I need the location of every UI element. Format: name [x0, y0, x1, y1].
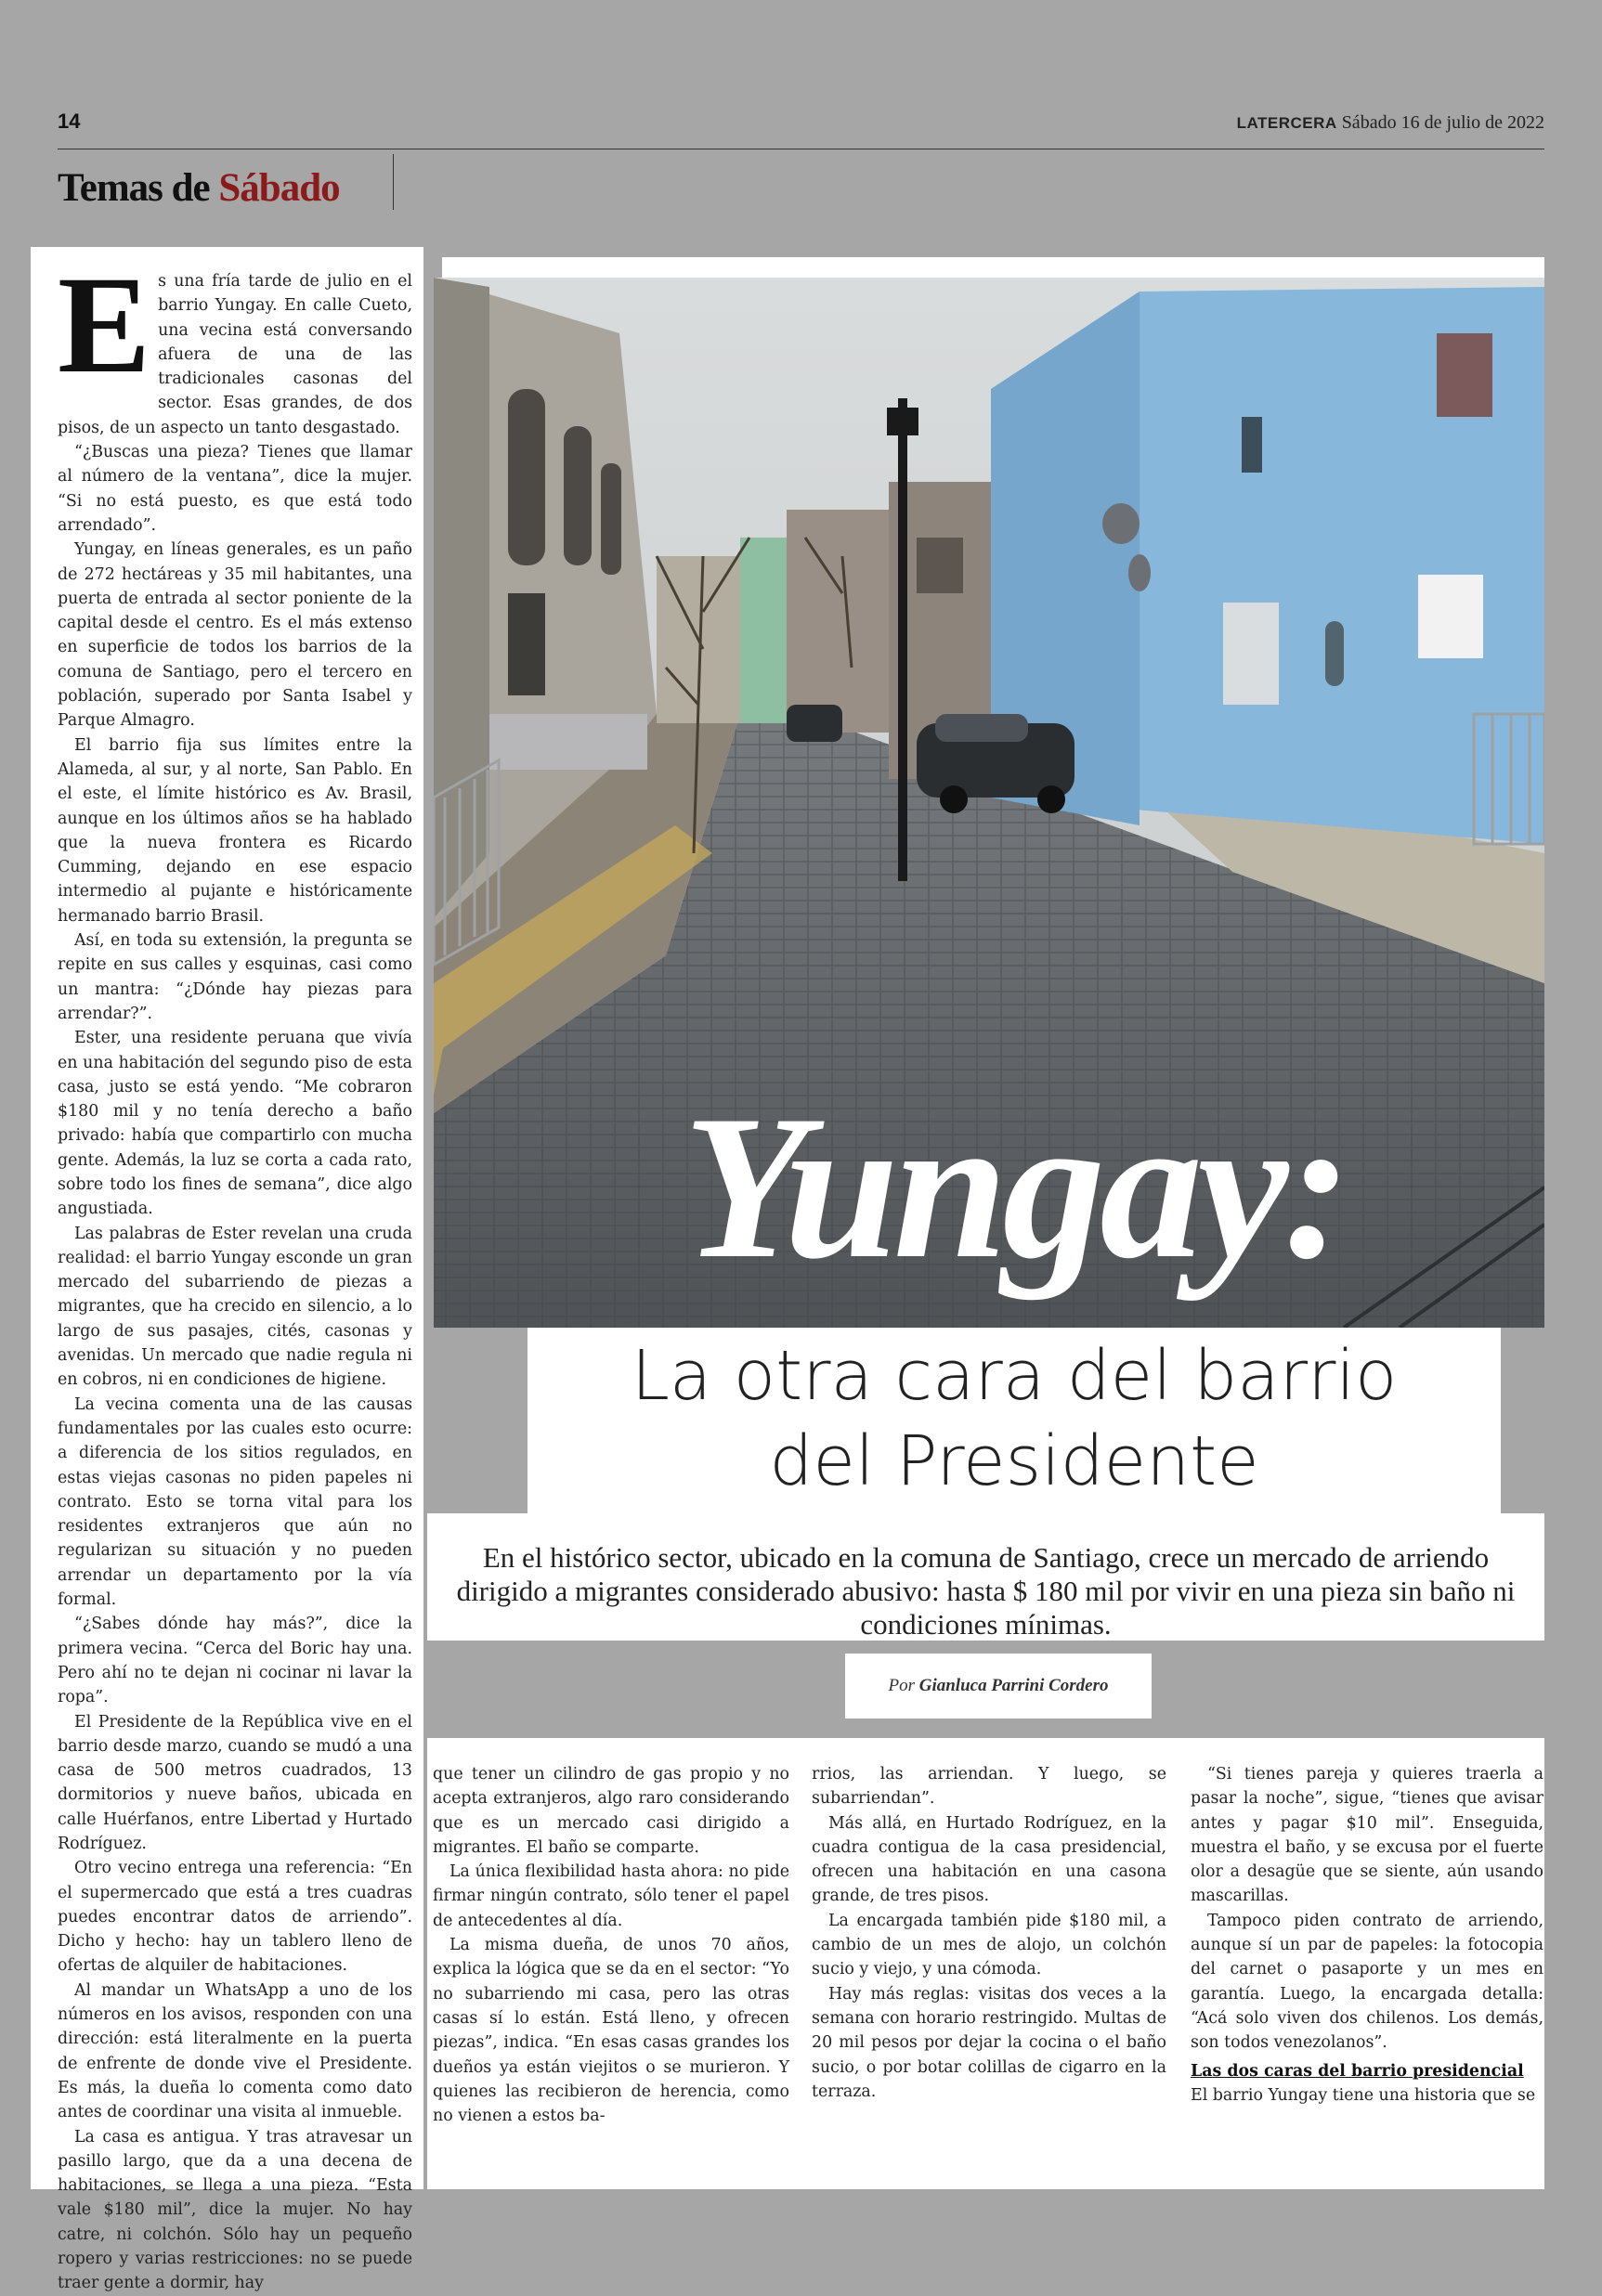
paragraph-text: s una fría tarde de julio en el barrio Yungay. En calle Cueto, una vecina está conversando afuera de una de las tradicionales casonas del sector. Esas grandes, de dos pisos, de un aspecto un tanto desgastado. [58, 272, 412, 437]
paragraph: Más allá, en Hurtado Rodríguez, en la cuadra contigua de la casa presidencial, ofrecen una habitación en una casona grande, de tres pisos. [812, 1813, 1166, 1906]
section-accent: Sábado [218, 166, 340, 210]
paragraph: La misma dueña, de unos 70 años, explica la lógica que se da en el sector: “Yo no subarriendo mi casa, pero las otras casas sí lo están. Está lleno, y ofrecen piezas”, indica. “En esas casas grandes los dueños ya están viejitos o se murieron. Y quienes las recibieron de herencia, como no vienen a estos ba- [433, 1936, 789, 2126]
byline-author: Gianluca Parrini Cordero [918, 1676, 1109, 1695]
paragraph: La vecina comenta una de las causas fundamentales por las cuales esto ocurre: a diferencia de los sitios regulados, en estas viejas casonas no piden papeles ni contrato. Esto se torna vital para los residentes extranjeros que aún no regularizan su situación y no pueden arrendar un departamento por la vía formal. [58, 1394, 412, 1610]
paragraph: Las palabras de Ester revelan una cruda realidad: el barrio Yungay esconde un gran mercado del subarriendo de piezas a migrantes, que ha crecido en silencio, a lo largo de sus pasajes, cités, casonas y avenidas. Un mercado que nadie regula ni en cobros, ni en condiciones de higiene. [58, 1224, 412, 1390]
issue-date: Sábado 16 de julio de 2022 [1341, 112, 1544, 133]
section-title [58, 165, 340, 211]
paragraph: La encargada también pide $180 mil, a cambio de un mes de alojo, un colchón sucio y viejo, y una cómoda. [812, 1911, 1166, 1979]
article-column-3 [812, 1762, 1166, 2104]
deck-text: En el histórico sector, ubicado en la comuna de Santiago, crece un mercado de arriendo dirigido a migrantes considerado abusivo: hasta $ 180 mil por vivir en una pieza sin baño ni condiciones mínimas. [456, 1541, 1516, 1641]
paragraph: Ester, una residente peruana que vivía en una habitación del segundo piso de esta casa, justo se está yendo. “Me cobraron $180 mil y no tenía derecho a baño privado: había que compartirlo con mucha gente. Además, la luz se corta a cada rato, sobre todo los fines de semana”, dice algo angustiada. [58, 1029, 412, 1219]
paragraph: Así, en toda su extensión, la pregunta se repite en sus calles y esquinas, casi como un mantra: “¿Dónde hay piezas para arrendar?”. [58, 931, 412, 1023]
article-column-1 [58, 248, 412, 2296]
paragraph: El barrio Yungay tiene una historia que se [1191, 2085, 1536, 2105]
article-column-4 [1191, 1762, 1543, 2108]
photo-overlay-title: Yungay: [683, 1073, 1347, 1302]
headline-line-1: La otra cara del barrio [631, 1336, 1398, 1416]
paragraph: Tampoco piden contrato de arriendo, aunque sí un par de papeles: la fotocopia del carnet o pasaporte y un mes en garantía. Luego, la encargada detalla: “Acá solo viven dos chilenos. Los demás, son todos venezolanos”. [1191, 1911, 1543, 2053]
paragraph: Yungay, en líneas generales, es un paño de 272 hectáreas y 35 mil habitantes, una puerta de entrada al sector poniente de la capital desde el centro. Es el más extenso en superficie de todos los barrios de la comuna de Santiago, pero el tercero en población, superado por Santa Isabel y Parque Almagro. [58, 540, 412, 731]
photo-top-margin [442, 257, 1544, 278]
paragraph: Hay más reglas: visitas dos veces a la semana con horario restringido. Multas de 20 mil pesos por dejar la cocina o el baño sucio, o por botar colillas de cigarro en la terraza. [812, 1984, 1166, 2101]
byline-prefix: Por [888, 1676, 915, 1695]
paragraph: Al mandar un WhatsApp a uno de los números en los avisos, responden con una dirección: está literalmente en la puerta de enfrente de donde vive el Presidente. Es más, la dueña lo comenta como dato antes de coordinar una visita al inmueble. [58, 1980, 412, 2122]
deck [427, 1513, 1544, 1641]
page-number: 14 [58, 110, 81, 133]
paragraph: La casa es antigua. Y tras atravesar un pasillo largo, que da a una decena de habitaciones, se llega a una pieza. “Esta vale $180 mil”, dice la mujer. No hay catre, ni colchón. Sólo hay un pequeño ropero y varias restricciones: no se puede traer gente a dormir, hay [58, 2127, 412, 2293]
first-paragraph [58, 248, 412, 440]
drop-cap: E [58, 248, 151, 402]
paragraph: “¿Buscas una pieza? Tienes que llamar al número de la ventana”, dice la mujer. “Si no está puesto, es que está todo arrendado”. [58, 443, 412, 535]
article-column-2 [433, 1762, 789, 2128]
paragraph: “¿Sabes dónde hay más?”, dice la primera vecina. “Cerca del Boric hay una. Pero ahí no te dejan ni cocinar ni lavar la ropa”. [58, 1615, 412, 1707]
paragraph: El barrio fija sus límites entre la Alameda, al sur, y al norte, San Pablo. En el este, el límite histórico es Av. Brasil, aunque en los últimos años se ha hablado que la nueva frontera es Ricardo Cumming, dejando en ese espacio intermedio al pujante e históricamente hermanado barrio Brasil. [58, 735, 412, 926]
section-prefix: Temas de [58, 166, 210, 210]
section-divider [393, 154, 394, 210]
paragraph: rrios, las arriendan. Y luego, se subarriendan”. [812, 1765, 1166, 1809]
masthead [1237, 112, 1544, 134]
paragraph: La única flexibilidad hasta ahora: no pide firmar ningún contrato, sólo tener el papel de antecedentes al día. [433, 1862, 789, 1930]
paragraph: El Presidente de la República vive en el barrio desde marzo, cuando se mudó a una casa de 500 metros cuadrados, 13 dormitorios y nueve baños, ubicada en calle Huérfanos, entre Libertad y Hurtado Rodríguez. [58, 1712, 412, 1853]
paragraph: Otro vecino entrega una referencia: “En el supermercado que está a tres cuadras puedes encontrar datos de arriendo”. Dicho y hecho: hay un tablero lleno de ofertas de alquiler de habitaciones. [58, 1859, 412, 1976]
paragraph: “Si tienes pareja y quieres traerla a pasar la noche”, sigue, “tienes que avisar antes y pagar $10 mil”. Enseguida, muestra el baño, y se excusa por el fuerte olor a desagüe que se siente, aún usando mascarillas. [1191, 1765, 1543, 1906]
headline [527, 1333, 1501, 1515]
headline-line-2: del Presidente [769, 1421, 1259, 1501]
subheading: Las dos caras del barrio presidencial [1191, 2061, 1524, 2081]
byline [845, 1654, 1152, 1719]
paragraph: que tener un cilindro de gas propio y no acepta extranjeros, algo raro considerando que es un mercado casi dirigido a migrantes. El baño se comparte. [433, 1765, 789, 1857]
brand-logo: LATERCERA [1236, 114, 1337, 132]
